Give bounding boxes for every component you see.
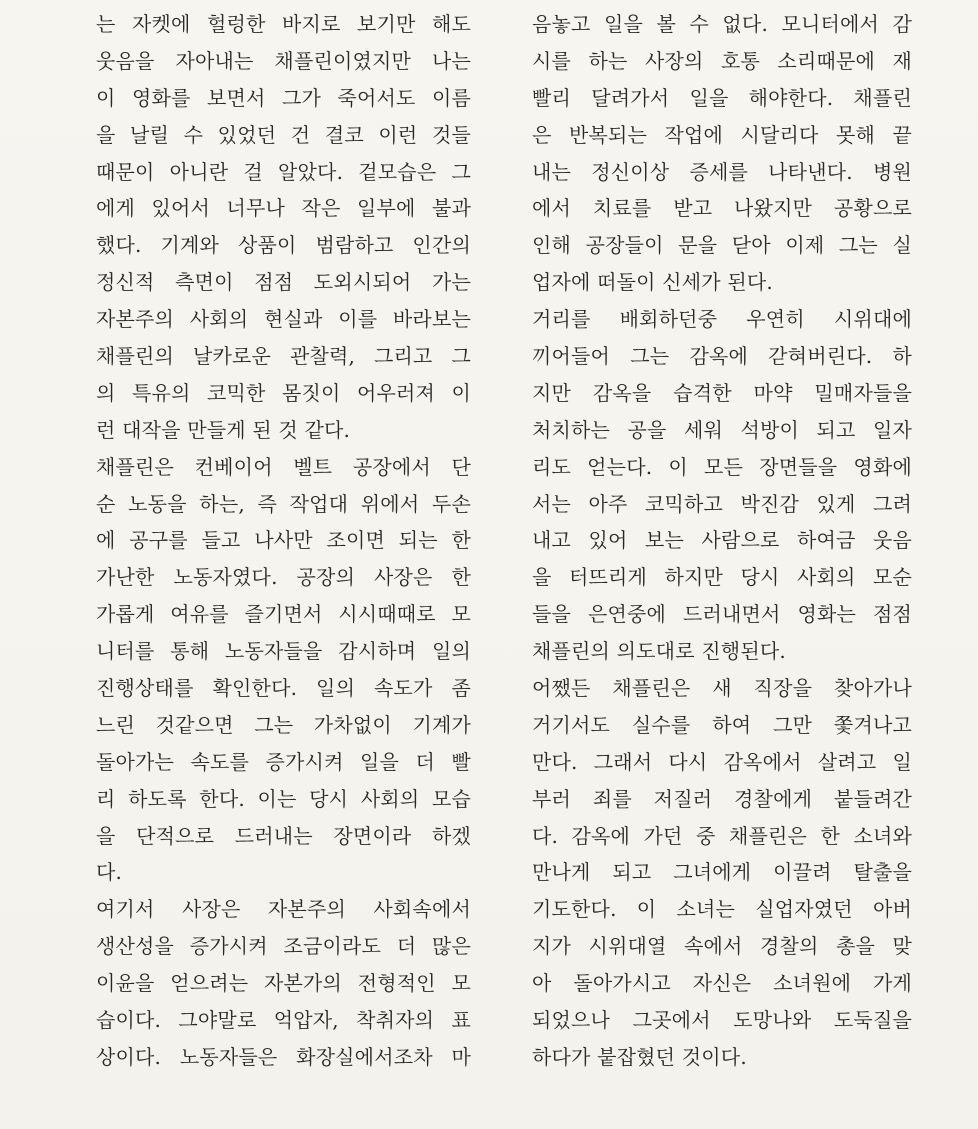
right-column-line: 부러 죄를 저질러 경찰에게 붙들려간	[532, 786, 912, 811]
left-column-line: 진행상태를 확인한다. 일의 속도가 좀	[96, 676, 471, 701]
left-column-line: 에게 있어서 너무나 작은 일부에 불과	[96, 196, 471, 221]
left-column-line: 습이다. 그야말로 억압자, 착취자의 표	[96, 1008, 471, 1033]
right-column-line: 만다. 그래서 다시 감옥에서 살려고 일	[532, 749, 912, 774]
right-column-line: 빨리 달려가서 일을 해야한다. 채플린	[532, 85, 912, 110]
right-column-line: 처치하는 공을 세워 석방이 되고 일자	[532, 417, 912, 442]
right-column-line: 인해 공장들이 문을 닫아 이제 그는 실	[532, 233, 912, 258]
left-column-line: 순 노동을 하는, 즉 작업대 위에서 두손	[96, 491, 471, 516]
left-column-line: 때문이 아니란 걸 알았다. 겉모습은 그	[96, 159, 471, 184]
right-column-line: 거기서도 실수를 하여 그만 쫓겨나고	[532, 712, 912, 737]
right-column-line: 아 돌아가시고 자신은 소녀원에 가게	[532, 971, 912, 996]
left-column-line: 가난한 노동자였다. 공장의 사장은 한	[96, 565, 471, 590]
left-column-line: 을 날릴 수 있었던 건 결코 이런 것들	[96, 122, 471, 147]
right-column-line: 하다가 붙잡혔던 것이다.	[532, 1044, 747, 1069]
right-column-line: 시를 하는 사장의 호통 소리때문에 재	[532, 48, 912, 73]
left-column-line: 여기서 사장은 자본주의 사회속에서	[96, 897, 471, 922]
left-column-line: 의 특유의 코믹한 몸짓이 어우러져 이	[96, 380, 471, 405]
right-column-line: 거리를 배회하던중 우연히 시위대에	[532, 307, 912, 332]
left-column-line: 리 하도록 한다. 이는 당시 사회의 모습	[96, 786, 471, 811]
left-column-line: 채플린은 컨베이어 벨트 공장에서 단	[96, 454, 471, 479]
left-text-column	[96, 6, 471, 1076]
right-column-line: 지가 시위대열 속에서 경찰의 총을 맞	[532, 934, 912, 959]
right-column-line: 리도 얻는다. 이 모든 장면들을 영화에	[532, 454, 912, 479]
left-column-line: 에 공구를 들고 나사만 조이면 되는 한	[96, 528, 471, 553]
right-column-line: 기도한다. 이 소녀는 실업자였던 아버	[532, 897, 912, 922]
right-column-line: 업자에 떠돌이 신세가 된다.	[532, 270, 773, 295]
left-column-line: 이윤을 얻으려는 자본가의 전형적인 모	[96, 971, 471, 996]
left-column-line: 자본주의 사회의 현실과 이를 바라보는	[96, 307, 471, 332]
right-column-line: 지만 감옥을 습격한 마약 밀매자들을	[532, 380, 912, 405]
right-column-line: 은 반복되는 작업에 시달리다 못해 끝	[532, 122, 912, 147]
left-column-line: 다.	[96, 860, 123, 885]
left-column-line: 런 대작을 만들게 된 것 같다.	[96, 417, 351, 442]
left-column-line: 가롭게 여유를 즐기면서 시시때때로 모	[96, 602, 471, 627]
right-column-line: 끼어들어 그는 감옥에 갇혀버린다. 하	[532, 344, 912, 369]
left-column-line: 는 자켓에 헐렁한 바지로 보기만 해도	[96, 12, 471, 36]
right-text-column	[532, 6, 912, 1076]
right-column-line: 들을 은연중에 드러내면서 영화는 점점	[532, 602, 912, 627]
right-column-line: 다. 감옥에 가던 중 채플린은 한 소녀와	[532, 823, 912, 848]
right-column-line: 만나게 되고 그녀에게 이끌려 탈출을	[532, 860, 912, 885]
left-column-line: 느린 것같으면 그는 가차없이 기계가	[96, 712, 471, 737]
left-column-line: 이 영화를 보면서 그가 죽어서도 이름	[96, 85, 471, 110]
left-column-line: 상이다. 노동자들은 화장실에서조차 마	[96, 1044, 471, 1069]
left-column-line: 돌아가는 속도를 증가시켜 일을 더 빨	[96, 749, 471, 774]
right-column-line: 에서 치료를 받고 나왔지만 공황으로	[532, 196, 912, 221]
left-column-line: 생산성을 증가시켜 조금이라도 더 많은	[96, 934, 471, 959]
left-column-line: 니터를 통해 노동자들을 감시하며 일의	[96, 639, 471, 664]
right-column-line: 내는 정신이상 증세를 나타낸다. 병원	[532, 159, 912, 184]
left-column-line: 을 단적으로 드러내는 장면이라 하겠	[96, 823, 471, 848]
right-column-line: 되었으나 그곳에서 도망나와 도둑질을	[532, 1008, 912, 1033]
left-column-line: 정신적 측면이 점점 도외시되어 가는	[96, 270, 471, 295]
right-column-line: 서는 아주 코믹하고 박진감 있게 그려	[532, 491, 912, 516]
right-column-line: 음놓고 일을 볼 수 없다. 모니터에서 감	[532, 12, 912, 36]
right-column-line: 채플린의 의도대로 진행된다.	[532, 639, 786, 664]
right-column-line: 을 터뜨리게 하지만 당시 사회의 모순	[532, 565, 912, 590]
right-column-line: 어쨌든 채플린은 새 직장을 찾아가나	[532, 676, 912, 701]
left-column-line: 웃음을 자아내는 채플린이였지만 나는	[96, 48, 471, 73]
left-column-line: 했다. 기계와 상품이 범람하고 인간의	[96, 233, 471, 258]
right-column-line: 내고 있어 보는 사람으로 하여금 웃음	[532, 528, 912, 553]
left-column-line: 채플린의 날카로운 관찰력, 그리고 그	[96, 344, 471, 369]
